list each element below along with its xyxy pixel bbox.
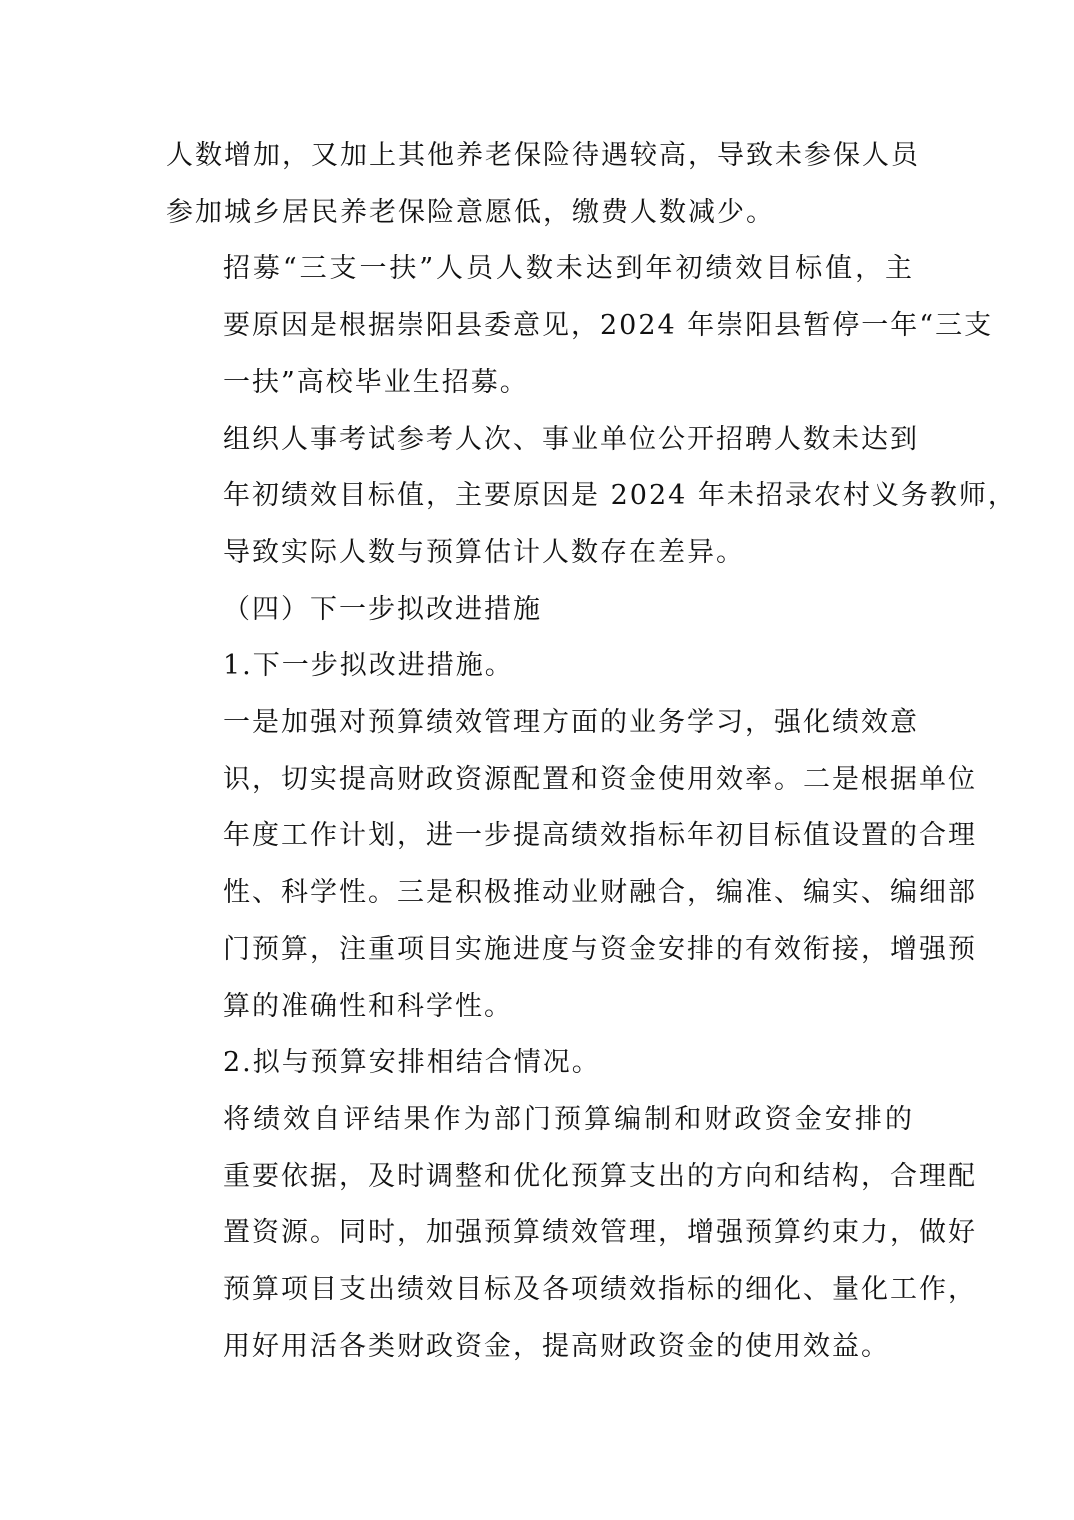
text-line: 将绩效自评结果作为部门预算编制和财政资金安排的: [223, 1103, 914, 1135]
text-line: 1.下一步拟改进措施。: [223, 650, 514, 682]
paragraph: [166, 582, 914, 639]
text-line: 识，切实提高财政资源配置和资金使用效率。二是根据单位: [223, 763, 977, 795]
paragraph: [166, 695, 977, 1035]
text-line: 置资源。同时，加强预算绩效管理，增强预算约束力，做好: [223, 1217, 977, 1249]
paragraph: [166, 638, 914, 695]
text-line: 一是加强对预算绩效管理方面的业务学习，强化绩效意: [223, 707, 919, 739]
paragraph: [166, 412, 1017, 582]
paragraph: [166, 1035, 914, 1092]
text-line: 重要依据，及时调整和优化预算支出的方向和结构，合理配: [223, 1160, 977, 1192]
text-line: 人数增加，又加上其他养老保险待遇较高，导致未参保人员: [166, 140, 920, 171]
text-line: 组织人事考试参考人次、事业单位公开招聘人数未达到: [223, 423, 919, 455]
text-line: 参加城乡居民养老保险意愿低，缴费人数减少。: [166, 196, 775, 228]
text-line: 性、科学性。三是积极推动业财融合，编准、编实、编细部: [223, 877, 977, 909]
text-line: 年初绩效目标值，主要原因是 2024 年未招录农村义务教师，: [223, 480, 1017, 512]
text-line: 预算项目支出绩效目标及各项绩效指标的细化、量化工作，: [223, 1274, 977, 1306]
paragraph: [166, 1092, 977, 1376]
text-line: 2.拟与预算安排相结合情况。: [223, 1047, 601, 1079]
paragraph: [166, 241, 994, 411]
text-line: 门预算，注重项目实施进度与资金安排的有效衔接，增强预: [223, 933, 977, 965]
text-line: 要原因是根据崇阳县委意见，2024 年崇阳县暂停一年“三支: [223, 310, 994, 342]
document-body: [166, 128, 1017, 1375]
text-line: （四）下一步拟改进措施: [223, 593, 542, 625]
text-line: 导致实际人数与预算估计人数存在差异。: [223, 536, 745, 568]
text-line: 用好用活各类财政资金，提高财政资金的使用效益。: [223, 1330, 890, 1362]
text-line: 一扶”高校毕业生招募。: [223, 366, 529, 398]
text-line: 招募“三支一扶”人员人数未达到年初绩效目标值，主: [223, 253, 914, 285]
text-line: 算的准确性和科学性。: [223, 990, 513, 1022]
paragraph: [166, 128, 920, 241]
text-line: 年度工作计划，进一步提高绩效指标年初目标值设置的合理: [223, 820, 977, 852]
